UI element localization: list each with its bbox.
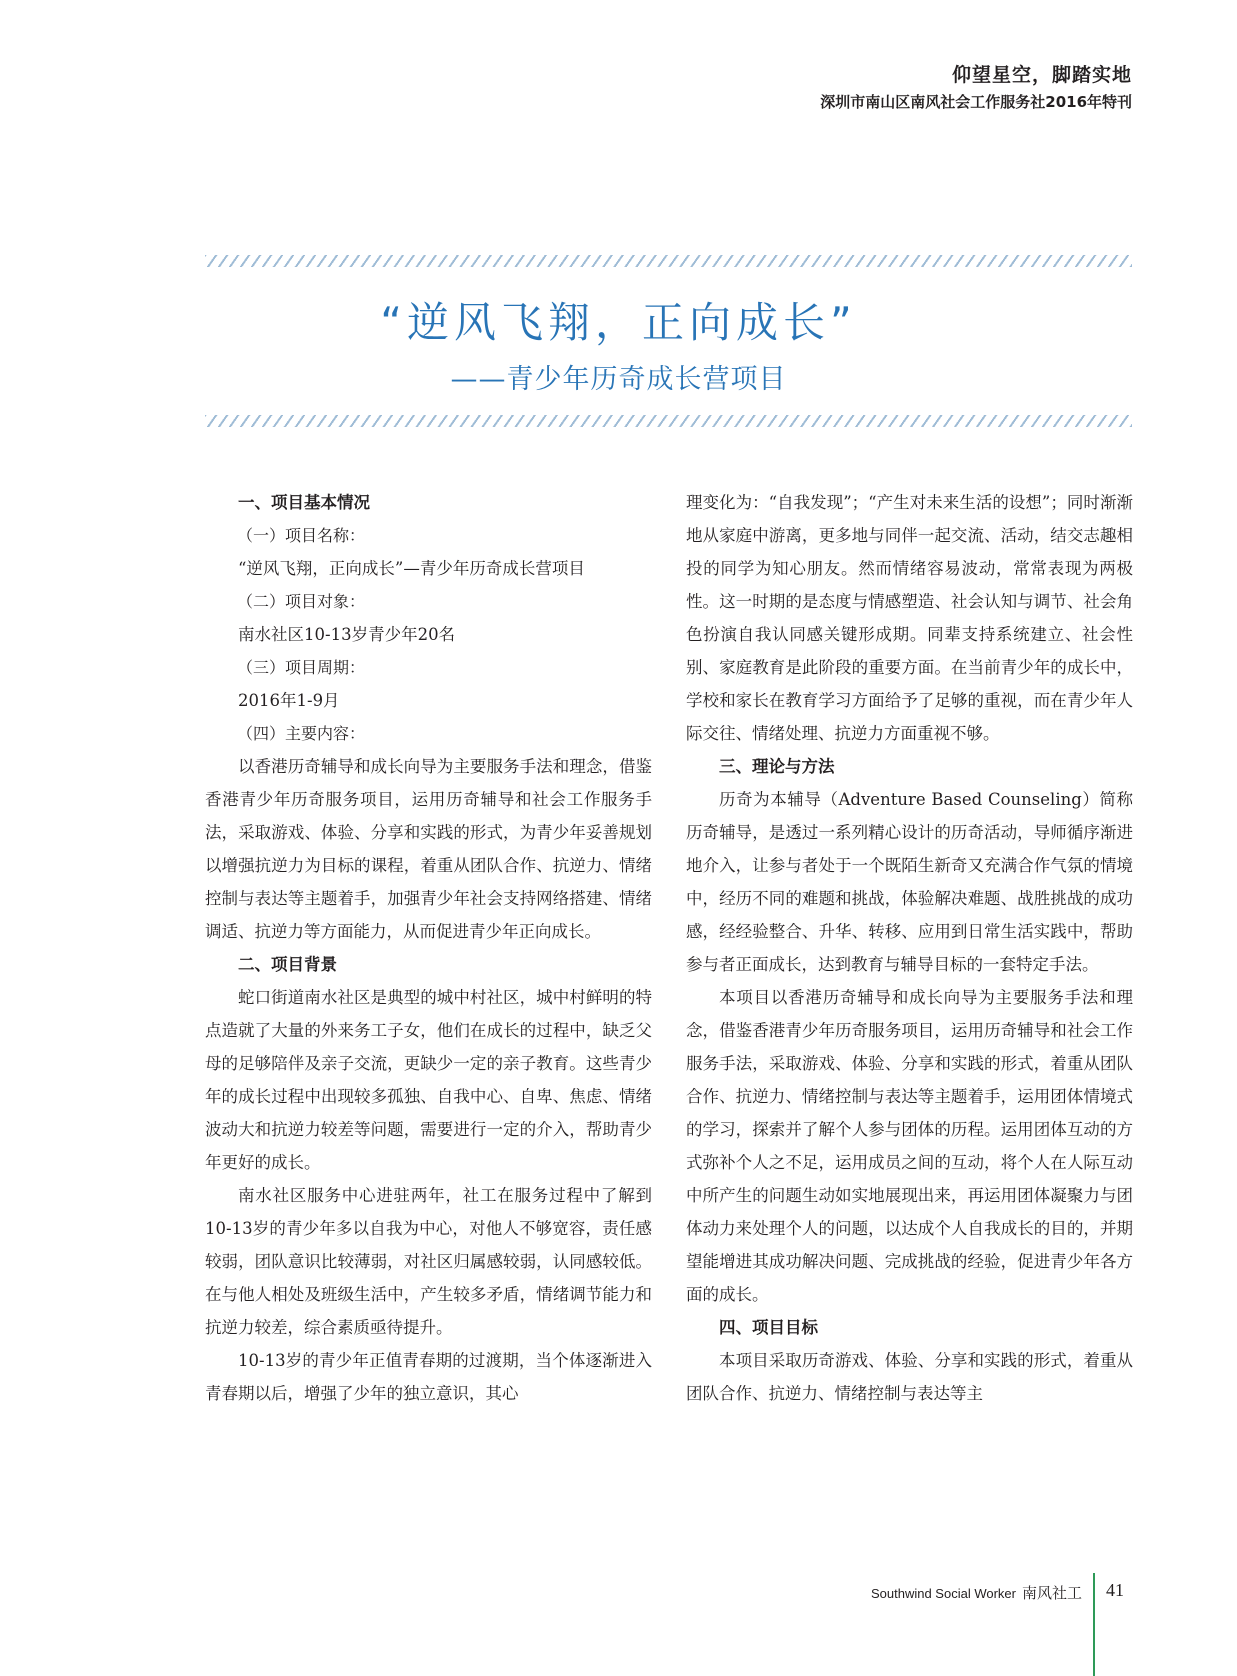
subsection-heading: （三）项目周期： (237, 658, 366, 677)
section-heading: 一、项目基本情况 (238, 493, 370, 512)
right-column (686, 486, 1133, 1410)
subsection-heading: （二）项目对象： (237, 592, 366, 611)
section-heading: 三、理论与方法 (719, 757, 835, 776)
left-column (205, 486, 652, 1410)
paragraph: 本项目以香港历奇辅导和成长向导为主要服务手法和理念，借鉴香港青少年历奇服务项目，运用历奇辅导和社会工作服务手法，采取游戏、体验、分享和实践的形式，着重从团队合作、抗逆力、情绪控制与表达等主题着手，运用团体情境式的学习，探索并了解个人参与团体的历程。运用团体互动的方式弥补个人之不足，运用成员之间的互动，将个人在人际互动中所产生的问题生动如实地展现出来，再运用团体凝聚力与团体动力来处理个人的问题，以达成个人自我成长的目的，并期望能增进其成功解决问题、完成挑战的经验，促进青少年各方面的成长。 (686, 988, 1133, 1304)
paragraph: 蛇口街道南水社区是典型的城中村社区，城中村鲜明的特点造就了大量的外来务工子女，他们在成长的过程中，缺乏父母的足够陪伴及亲子交流，更缺少一定的亲子教育。这些青少年的成长过程中出现较多孤独、自我中心、自卑、焦虑、情绪波动大和抗逆力较差等问题，需要进行一定的介入，帮助青少年更好的成长。 (205, 988, 652, 1172)
header-slogan: 仰望星空，脚踏实地 (951, 64, 1132, 86)
paragraph: “逆风飞翔，正向成长”—青少年历奇成长营项目 (238, 559, 585, 578)
section-heading: 二、项目背景 (238, 955, 337, 974)
paragraph: 南水社区10-13岁青少年20名 (238, 625, 456, 644)
article-title: “逆风飞翔，正向成长” (380, 298, 857, 347)
paragraph: 南水社区服务中心进驻两年，社工在服务过程中了解到10-13岁的青少年多以自我为中心，对他人不够宽容，责任感较弱，团队意识比较薄弱，对社区归属感较弱，认同感较低。在与他人相处及班级生活中，产生较多矛盾，情绪调节能力和抗逆力较差，综合素质亟待提升。 (205, 1186, 652, 1337)
paragraph: 10-13岁的青少年正值青春期的过渡期，当个体逐渐进入青春期以后，增强了少年的独立意识，其心 (205, 1351, 652, 1403)
decorative-stripe-top (205, 255, 1132, 267)
footer-magazine-name (871, 1582, 1082, 1603)
paragraph: 以香港历奇辅导和成长向导为主要服务手法和理念，借鉴香港青少年历奇服务项目，运用历奇辅导和社会工作服务手法，采取游戏、体验、分享和实践的形式，为青少年妥善规划以增强抗逆力为目标的课程，着重从团队合作、抗逆力、情绪控制与表达等主题着手，加强青少年社会支持网络搭建、情绪调适、抗逆力等方面能力，从而促进青少年正向成长。 (205, 757, 652, 941)
header-publication: 深圳市南山区南风社会工作服务社2016年特刊 (820, 93, 1132, 111)
subsection-heading: （一）项目名称： (237, 526, 366, 545)
decorative-stripe-bottom (205, 415, 1132, 427)
paragraph: 2016年1-9月 (238, 691, 340, 710)
footer-divider (1093, 1573, 1095, 1676)
page-number: 41 (1106, 1580, 1124, 1600)
subsection-heading: （四）主要内容： (237, 724, 366, 743)
paragraph: 本项目采取历奇游戏、体验、分享和实践的形式，着重从团队合作、抗逆力、情绪控制与表达等主 (686, 1351, 1133, 1403)
article-subtitle: ——青少年历奇成长营项目 (450, 364, 787, 395)
footer-magazine-en: Southwind Social Worker (870, 1586, 1016, 1601)
footer-magazine-cn: 南风社工 (1021, 1584, 1082, 1602)
paragraph: 历奇为本辅导（Adventure Based Counseling）简称历奇辅导，是透过一系列精心设计的历奇活动，导师循序渐进地介入，让参与者处于一个既陌生新奇又充满合作气氛的情境中，经历不同的难题和挑战，体验解决难题、战胜挑战的成功感，经经验整合、升华、转移、应用到日常生活实践中，帮助参与者正面成长，达到教育与辅导目标的一套特定手法。 (686, 790, 1133, 974)
paragraph-continued: 理变化为：“自我发现”；“产生对未来生活的设想”；同时渐渐地从家庭中游离，更多地与同伴一起交流、活动，结交志趣相投的同学为知心朋友。然而情绪容易波动，常常表现为两极性。这一时期的是态度与情感塑造、社会认知与调节、社会角色扮演自我认同感关键形成期。同辈支持系统建立、社会性别、家庭教育是此阶段的重要方面。在当前青少年的成长中，学校和家长在教育学习方面给予了足够的重视，而在青少年人际交往、情绪处理、抗逆力方面重视不够。 (686, 493, 1133, 743)
section-heading: 四、项目目标 (719, 1318, 818, 1337)
